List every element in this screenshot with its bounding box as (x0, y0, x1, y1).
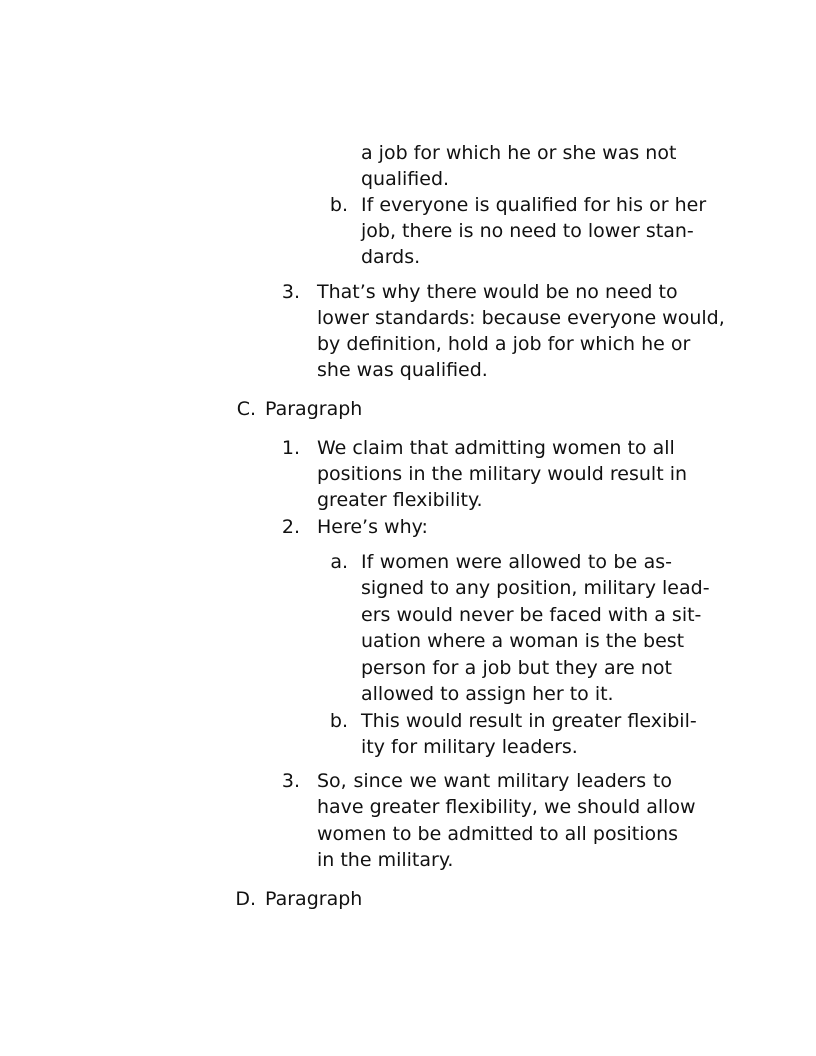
section-marker: D. (235, 888, 256, 910)
text-line: uation where a woman is the best (361, 630, 685, 652)
text-line: ers would never be faced with a sit- (361, 604, 702, 626)
list-marker: 3. (281, 770, 300, 792)
text-line: she was qualified. (317, 359, 488, 381)
text-line: lower standards: because everyone would, (317, 307, 725, 329)
text-line: in the military. (317, 849, 454, 871)
text-line: ity for military leaders. (361, 736, 578, 758)
text-line: That’s why there would be no need to (317, 281, 678, 303)
list-marker: a. (330, 551, 348, 573)
text-line: a job for which he or she was not (361, 142, 677, 164)
text-line: signed to any position, military lead- (361, 577, 710, 599)
text-line: We claim that admitting women to all (317, 437, 675, 459)
list-marker: 1. (281, 437, 300, 459)
list-marker: b. (329, 710, 348, 732)
text-line: women to be admitted to all positions (317, 823, 679, 845)
text-line: allowed to assign her to it. (361, 683, 614, 705)
list-marker: 3. (281, 281, 300, 303)
text-line: person for a job but they are not (361, 657, 672, 679)
text-line: So, since we want military leaders to (317, 770, 672, 792)
text-line: If women were allowed to be as- (361, 551, 672, 573)
text-line: positions in the military would result in (317, 463, 688, 485)
text-line: job, there is no need to lower stan- (361, 220, 694, 242)
text-line: greater flexibility. (317, 489, 483, 511)
text-line: have greater flexibility, we should allow (317, 796, 696, 818)
text-line: dards. (361, 246, 421, 268)
text-line: This would result in greater flexibil- (361, 710, 697, 732)
text-line: by definition, hold a job for which he or (317, 333, 691, 355)
text-line: Here’s why: (317, 516, 428, 538)
section-marker: C. (236, 398, 256, 420)
section-heading: Paragraph (265, 398, 363, 420)
text-line: qualified. (361, 168, 450, 190)
section-heading: Paragraph (265, 888, 363, 910)
list-marker: b. (329, 194, 348, 216)
list-marker: 2. (281, 516, 300, 538)
text-line: If everyone is qualified for his or her (361, 194, 707, 216)
